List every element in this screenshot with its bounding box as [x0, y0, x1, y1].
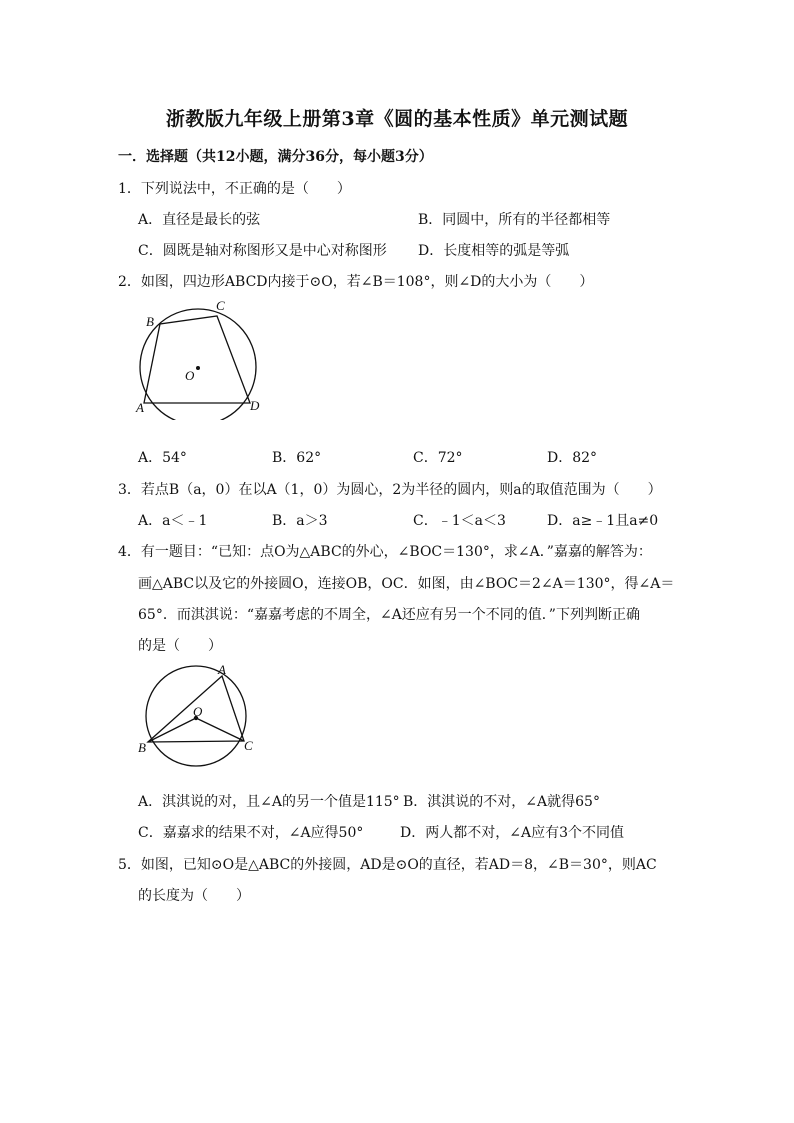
q2-option-c: C．72°: [413, 450, 463, 466]
q4-figure: [134, 662, 266, 778]
question-5-line-2: 的长度为（ ）: [138, 888, 250, 904]
q2-label-d: D: [250, 398, 260, 413]
section-heading: 一．选择题（共12小题，满分36分，每小题3分）: [118, 149, 433, 165]
q1-option-c: C．圆既是轴对称图形又是中心对称图形: [138, 243, 387, 259]
q4-label-c: C: [244, 738, 253, 753]
question-4-line-4: 的是（ ）: [138, 638, 222, 654]
question-4-line-2: 画△ABC以及它的外接圆O，连接OB，OC．如图，由∠BOC＝2∠A＝130°，得∠A＝: [138, 576, 675, 592]
q3-option-a: A．a＜﹣1: [138, 513, 208, 529]
q4-option-d: D．两人都不对，∠A应有3个不同值: [400, 825, 624, 841]
q2-center-dot: [196, 366, 200, 370]
q4-label-b: B: [138, 740, 146, 755]
q1-option-b: B．同圆中，所有的半径都相等: [418, 212, 611, 228]
q2-label-a: A: [136, 400, 144, 415]
q1-option-a: A．直径是最长的弦: [138, 212, 261, 228]
q2-figure: [132, 296, 272, 420]
q4-option-c: C．嘉嘉求的结果不对，∠A应得50°: [138, 825, 364, 841]
q2-option-d: D．82°: [547, 450, 598, 466]
q2-quadrilateral: [144, 316, 250, 403]
question-4-line-3: 65°．而淇淇说：“嘉嘉考虑的不周全，∠A还应有另一个不同的值．”下列判断正确: [138, 607, 640, 623]
q4-option-a: A．淇淇说的对，且∠A的另一个值是115°: [138, 794, 400, 810]
q3-option-b: B．a＞3: [272, 513, 328, 529]
q3-option-c: C．﹣1＜a＜3: [413, 513, 506, 529]
q4-option-b: B．淇淇说的不对，∠A就得65°: [403, 794, 600, 810]
q2-label-o: O: [185, 368, 195, 383]
question-2-stem: 2．如图，四边形ABCD内接于⊙O，若∠B＝108°，则∠D的大小为（ ）: [118, 274, 594, 290]
q4-label-o: O: [193, 704, 203, 719]
question-4-line-1: 4．有一题目：“已知：点O为△ABC的外心，∠BOC＝130°，求∠A．”嘉嘉的解答为：: [118, 544, 652, 560]
question-5-line-1: 5．如图，已知⊙O是△ABC的外接圆，AD是⊙O的直径，若AD＝8，∠B＝30°，则AC: [118, 857, 657, 873]
q2-option-a: A．54°: [138, 450, 187, 466]
q2-label-c: C: [216, 298, 225, 313]
page-title: 浙教版九年级上册第3章《圆的基本性质》单元测试题: [165, 108, 629, 130]
q2-label-b: B: [146, 314, 154, 329]
question-3-stem: 3．若点B（a，0）在以A（1，0）为圆心，2为半径的圆内，则a的取值范围为（ ）: [118, 482, 662, 498]
q3-option-d: D．a≥﹣1且a≠0: [547, 513, 659, 529]
q1-option-d: D．长度相等的弧是等弧: [418, 243, 570, 259]
q4-segment-ob: [148, 718, 196, 742]
question-1-stem: 1．下列说法中，不正确的是（ ）: [118, 181, 351, 197]
q4-label-a: A: [218, 662, 226, 677]
q2-option-b: B．62°: [272, 450, 322, 466]
